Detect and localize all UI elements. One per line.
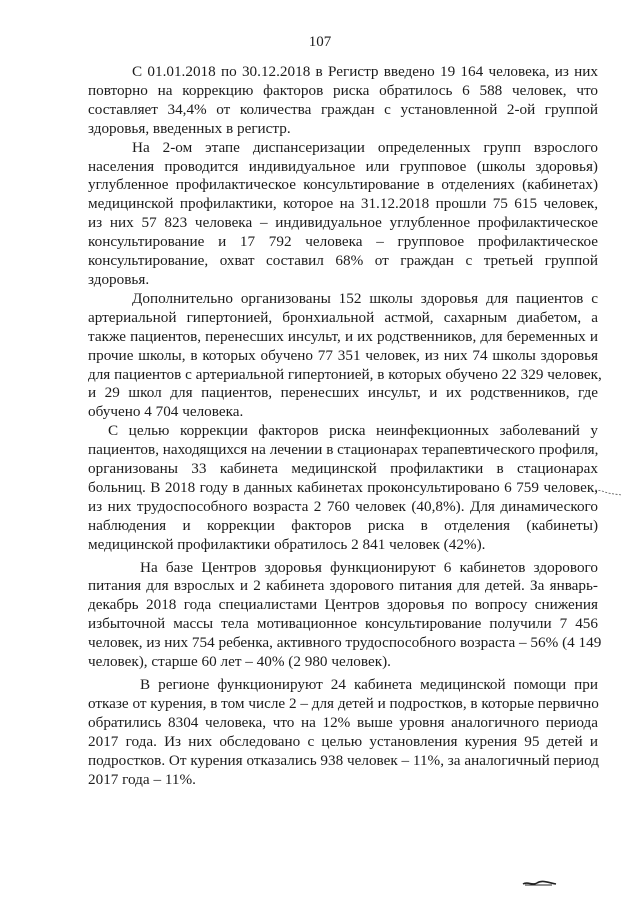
text-line: питания для взрослых и 2 кабинета здорового питания для детей. За январь- (88, 577, 598, 595)
text-line: также пациентов, перенесших инсульт, и их родственников, для беременных и (88, 327, 598, 345)
paragraph-registry (88, 63, 598, 139)
text-line: из них трудоспособного возраста 2 760 человек (40,8%). Для динамического (88, 497, 598, 515)
scan-artifact-mark (594, 488, 624, 496)
page-number: 107 (308, 34, 332, 50)
paragraph-health-schools (88, 289, 602, 422)
text-line: человек), старше 60 лет – 40% (2 980 человек). (88, 653, 391, 671)
text-line: больниц. В 2018 году в данных кабинетах проконсультировано 6 759 человек, (88, 478, 598, 496)
text-line: из них 57 823 человека – индивидуальное углубленное профилактическое (88, 214, 598, 232)
text-line: подростков. От курения отказались 938 человек – 11%, за аналогичный период (88, 751, 599, 769)
paragraph-second-stage (88, 139, 598, 290)
text-line: На 2-ом этапе диспансеризации определенных групп взрослого (132, 138, 598, 156)
text-line: обучено 4 704 человека. (88, 403, 244, 421)
text-line: С 01.01.2018 по 30.12.2018 в Регистр введено 19 164 человека, из них (132, 63, 598, 80)
text-line: медицинской профилактики обратилось 2 841 человек (42%). (88, 535, 486, 553)
signature-mark (522, 879, 558, 887)
text-line: здоровья. (88, 270, 150, 288)
text-line: пациентов, находящихся на лечении в стационарах терапевтического профиля, (88, 441, 599, 459)
text-line: организованы 33 кабинета медицинской профилактики в стационарах (88, 460, 598, 478)
text-line: наблюдения и коррекции факторов риска в отделения (кабинеты) (88, 516, 598, 534)
text-line: артериальной гипертонией, бронхиальной астмой, сахарным диабетом, а (88, 308, 598, 326)
text-line: повторно на коррекцию факторов риска обратилось 6 588 человек, что (88, 81, 598, 99)
text-line: составляет 34,4% от количества граждан с установленной 2-ой группой (88, 100, 598, 118)
text-line: 2017 года. Из них обследовано с целью установления курения 95 детей и (88, 732, 598, 750)
text-line: На базе Центров здоровья функционируют 6 кабинетов здорового (140, 558, 598, 576)
paragraph-nutrition (88, 558, 602, 672)
text-line: прочие школы, в которых обучено 77 351 человек, из них 74 школы здоровья (88, 346, 598, 364)
text-line: консультирование и 17 792 человека – групповое профилактическое (88, 233, 598, 251)
text-line: для пациентов с артериальной гипертонией, в которых обучено 22 329 человек, (88, 365, 602, 383)
text-line: отказе от курения, в том числе 2 – для детей и подростков, в которые первично (88, 694, 599, 712)
text-line: 2017 года – 11%. (88, 770, 196, 788)
text-line: человек, из них 754 ребенка, активного трудоспособного возраста – 56% (4 149 (88, 634, 602, 652)
text-line: углубленное профилактическое консультирование в отделениях (кабинетах) (88, 176, 598, 194)
text-line: и 29 школ для пациентов, перенесших инсульт, и их родственников, где (88, 384, 598, 402)
text-line: консультирование, охват составил 68% от граждан с третьей группой (88, 252, 598, 270)
text-line: здоровья, введенных в регистр. (88, 119, 291, 137)
text-line: избыточной массы тела мотивационное консультирование получили 7 456 (88, 615, 598, 633)
text-line: С целью коррекции факторов риска неинфекционных заболеваний у (108, 422, 598, 440)
text-line: В регионе функционируют 24 кабинета медицинской помощи при (140, 676, 598, 693)
document-body (88, 60, 602, 789)
text-line: декабрь 2018 года специалистами Центров здоровья по вопросу снижения (88, 596, 598, 614)
paragraph-smoking-cessation (88, 676, 598, 789)
paragraph-hospital-cabinets (88, 422, 598, 554)
text-line: обратились 8304 человека, что на 12% выше уровня аналогичного периода (88, 713, 598, 731)
text-line: Дополнительно организованы 152 школы здоровья для пациентов с (132, 289, 598, 307)
text-line: населения проводится индивидуальное или групповое (школы здоровья) (88, 157, 598, 175)
text-line: медицинской профилактики, которое на 31.12.2018 прошли 75 615 человек, (88, 195, 598, 213)
